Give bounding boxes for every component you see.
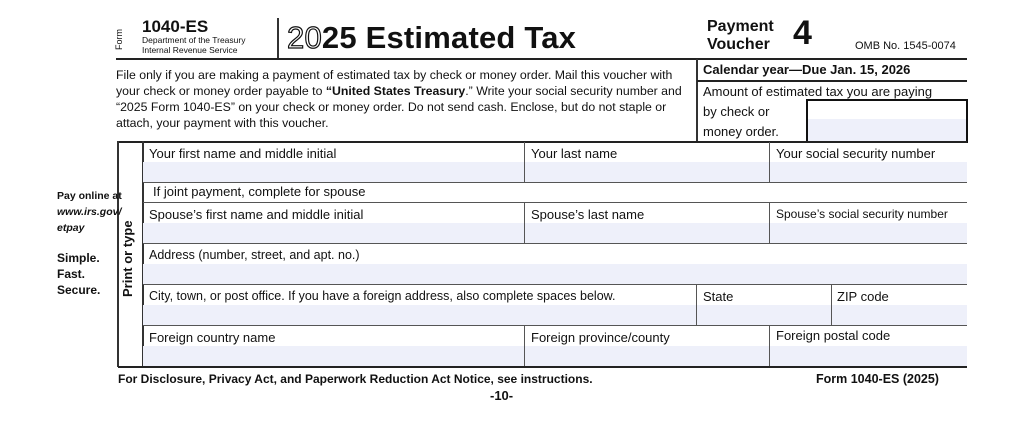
amount-label-line2: by check or — [703, 104, 770, 119]
foreign-postal-input[interactable] — [770, 326, 967, 366]
row-rule — [143, 182, 967, 183]
disclosure-notice: For Disclosure, Privacy Act, and Paperwork Reduction Act Notice, see instructions. — [118, 372, 593, 386]
city-input[interactable] — [143, 285, 696, 325]
city-label: City, town, or post office. If you have a foreign address, also complete spaces below. — [149, 289, 616, 303]
tag-secure: Secure. — [57, 283, 101, 297]
omb-number: OMB No. 1545-0074 — [855, 40, 956, 52]
pv-line1: Payment — [707, 18, 774, 35]
header-divider — [277, 18, 279, 58]
address-input[interactable] — [143, 244, 967, 284]
dept-line1: Department of the Treasury — [142, 35, 246, 45]
dept-line2: Internal Revenue Service — [142, 45, 238, 55]
pay-online-line1: Pay online at — [57, 190, 122, 202]
foreign-country-label: Foreign country name — [149, 330, 276, 345]
page-number: -10- — [490, 388, 514, 403]
spouse-last-name-input[interactable] — [525, 203, 769, 243]
amount-input[interactable] — [806, 99, 968, 143]
instr-part2: .” Write your social security number and “2025 Form 1040-ES” on your check or money order. Do not send cash. Enclose, but do not staple or attach, your payment with this voucher. — [116, 84, 682, 130]
spouse-first-name-label: Spouse’s first name and middle initial — [149, 207, 364, 222]
voucher-number: 4 — [793, 14, 812, 52]
instr-part1: File only if you are making a payment of estimated tax by check or money order. Mail this voucher with your check or money order payable to — [116, 68, 673, 98]
payment-voucher-label — [707, 18, 774, 54]
pv-line2: Voucher — [707, 36, 770, 53]
foreign-postal-label: Foreign postal code — [776, 328, 891, 343]
state-label: State — [703, 289, 734, 304]
instr-payee: “United States Treasury — [325, 84, 466, 98]
amount-label-line1: Amount of estimated tax you are paying — [703, 84, 933, 99]
last-name-label: Your last name — [531, 146, 618, 161]
ssn-label: Your social security number — [776, 146, 936, 161]
tag-fast: Fast. — [57, 267, 86, 281]
first-name-label: Your first name and middle initial — [149, 146, 337, 161]
spouse-ssn-input[interactable] — [770, 203, 967, 243]
instructions — [116, 67, 691, 131]
pay-online — [57, 188, 122, 236]
zip-label: ZIP code — [837, 289, 889, 304]
form-word: Form — [114, 29, 124, 50]
print-or-type-label: Print or type — [120, 220, 135, 297]
form-number: 1040-ES — [142, 17, 209, 36]
zip-input[interactable] — [832, 285, 967, 325]
amount-label-line3: money order. — [703, 124, 779, 139]
ssn-input[interactable] — [770, 142, 967, 182]
foreign-province-label: Foreign province/county — [531, 330, 670, 345]
pay-online-url-path[interactable]: etpay — [57, 222, 85, 234]
foreign-province-input[interactable] — [525, 326, 769, 366]
spouse-ssn-label: Spouse’s social security number — [776, 207, 948, 221]
joint-payment-note: If joint payment, complete for spouse — [153, 184, 366, 199]
address-label: Address (number, street, and apt. no.) — [149, 248, 360, 262]
header-rule — [116, 58, 967, 60]
spouse-last-name-label: Spouse’s last name — [531, 207, 645, 222]
form-title — [287, 20, 576, 56]
state-input[interactable] — [697, 285, 831, 325]
title-rest: 25 Estimated Tax — [321, 20, 577, 55]
title-year-outline: 20 — [287, 20, 322, 55]
last-name-input[interactable] — [525, 142, 769, 182]
form-bottom-rule — [118, 366, 967, 368]
form-reference: Form 1040-ES (2025) — [816, 372, 939, 386]
form-left-border — [117, 141, 119, 367]
foreign-country-input[interactable] — [143, 326, 524, 366]
tagline — [57, 250, 100, 298]
calendar-year-due: Calendar year—Due Jan. 15, 2026 — [703, 62, 911, 77]
first-name-input[interactable] — [143, 142, 524, 182]
spouse-first-name-input[interactable] — [143, 203, 524, 243]
tag-simple: Simple. — [57, 251, 100, 265]
department — [142, 35, 245, 55]
pay-online-url[interactable]: www.irs.gov/ — [57, 206, 122, 218]
amount-box-divider — [696, 59, 698, 142]
